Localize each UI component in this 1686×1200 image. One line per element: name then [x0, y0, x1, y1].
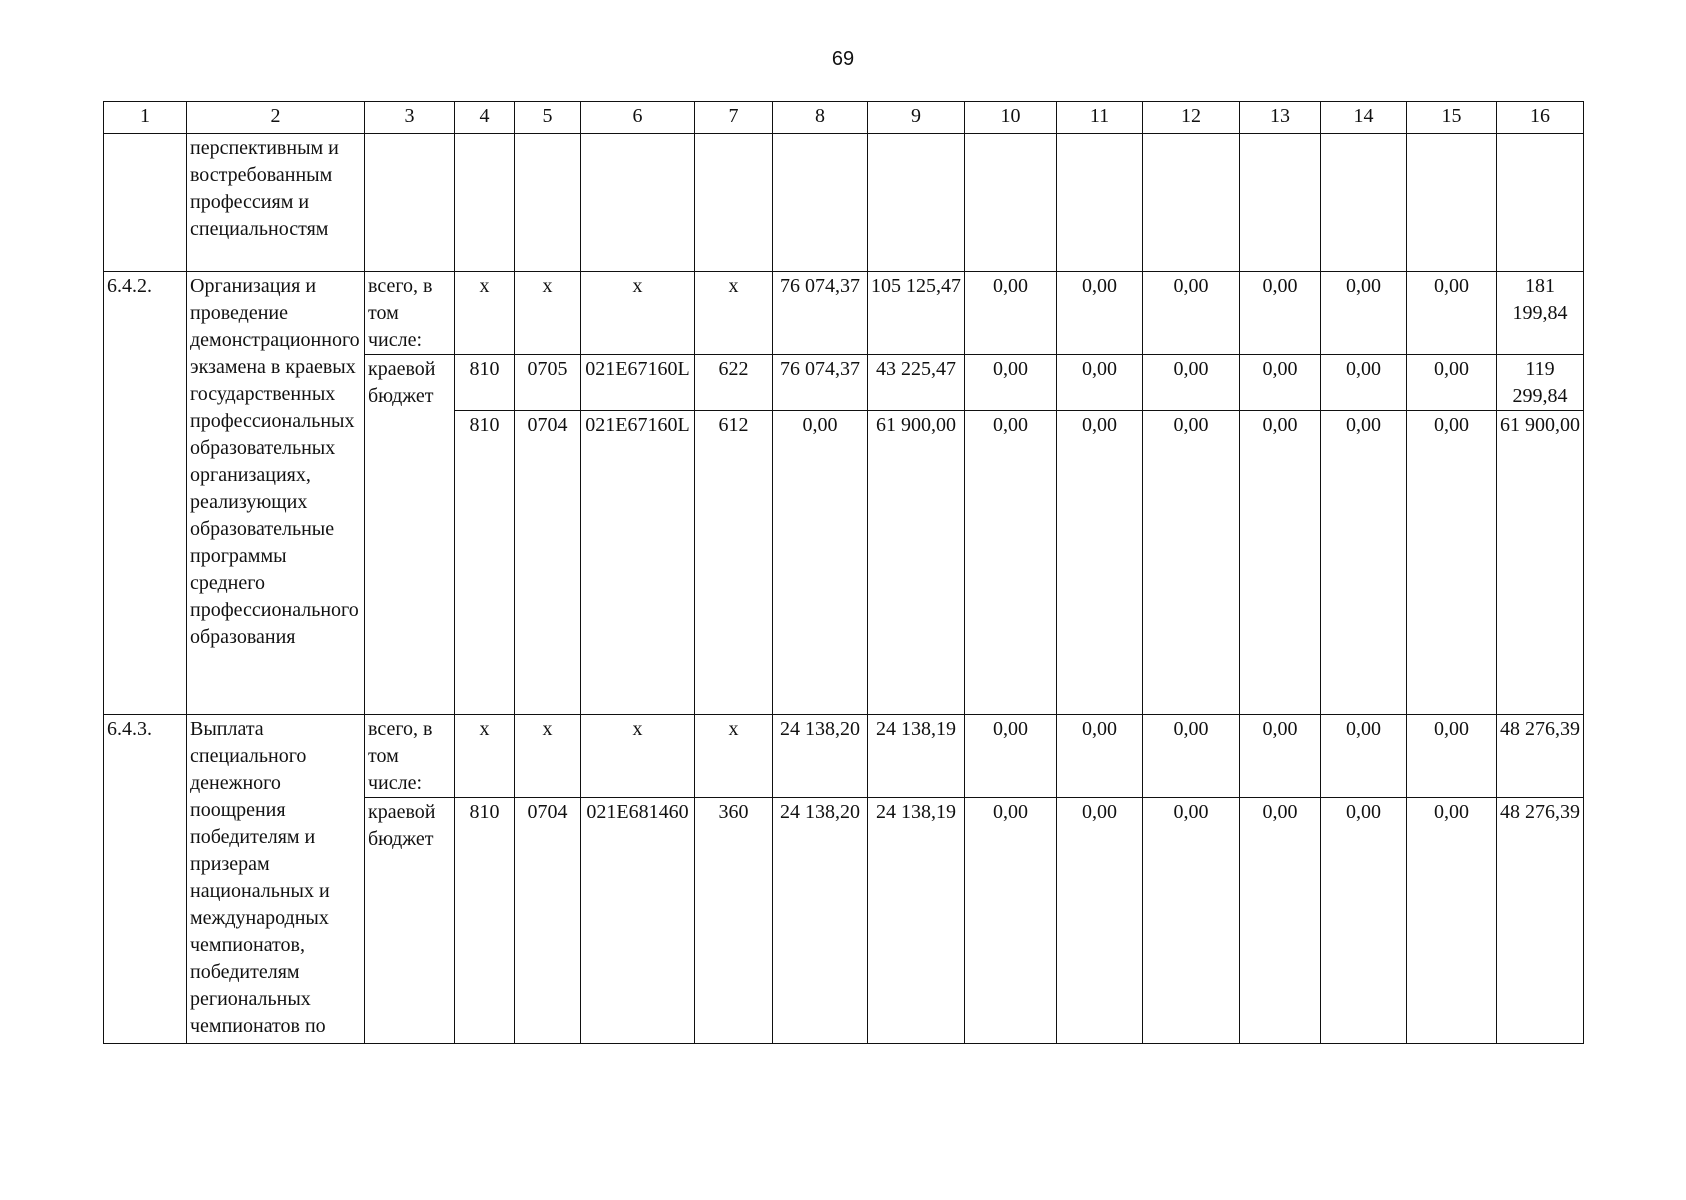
header-cell: 5: [515, 102, 581, 134]
cell-c14: 0,00: [1321, 272, 1407, 355]
cell-c14: 0,00: [1321, 355, 1407, 411]
funding-label: всего, в том числе:: [365, 715, 455, 798]
cell-c9: 24 138,19: [868, 798, 965, 1044]
cell-c4: 810: [455, 798, 515, 1044]
cell-c5: 0704: [515, 411, 581, 715]
cell-c12: 0,00: [1143, 798, 1240, 1044]
header-cell: 12: [1143, 102, 1240, 134]
continuation-row: [104, 134, 1584, 272]
cell-c8: 24 138,20: [773, 715, 868, 798]
budget-table: [103, 101, 1584, 1044]
cell-c10: 0,00: [965, 411, 1057, 715]
cell-c14: 0,00: [1321, 798, 1407, 1044]
cell-c9: 43 225,47: [868, 355, 965, 411]
cell-c7: 612: [695, 411, 773, 715]
cell-c9: 105 125,47: [868, 272, 965, 355]
cell-c7: x: [695, 272, 773, 355]
cell-c6: 021E67160L: [581, 411, 695, 715]
cell: [1497, 134, 1584, 272]
cell-c7: 360: [695, 798, 773, 1044]
code-cell: [104, 134, 187, 272]
cell-c4: 810: [455, 355, 515, 411]
cell-c4: x: [455, 272, 515, 355]
cell-c11: 0,00: [1057, 355, 1143, 411]
cell-c8: 76 074,37: [773, 355, 868, 411]
header-cell: 9: [868, 102, 965, 134]
cell-c5: x: [515, 272, 581, 355]
cell-c9: 24 138,19: [868, 715, 965, 798]
cell: [1321, 134, 1407, 272]
cell-c14: 0,00: [1321, 411, 1407, 715]
header-cell: 4: [455, 102, 515, 134]
cell-c11: 0,00: [1057, 272, 1143, 355]
cell-c10: 0,00: [965, 355, 1057, 411]
cell-c13: 0,00: [1240, 411, 1321, 715]
cell-c13: 0,00: [1240, 355, 1321, 411]
header-cell: 11: [1057, 102, 1143, 134]
header-cell: 1: [104, 102, 187, 134]
cell-c8: 24 138,20: [773, 798, 868, 1044]
cell-c7: 622: [695, 355, 773, 411]
cell-c12: 0,00: [1143, 715, 1240, 798]
cell-c10: 0,00: [965, 715, 1057, 798]
cell-c16: 48 276,39: [1497, 715, 1584, 798]
header-cell: 13: [1240, 102, 1321, 134]
item-name: перспективным и востребованным профессиям и специальностям: [187, 134, 365, 272]
cell: [868, 134, 965, 272]
item-code: 6.4.3.: [104, 715, 187, 1044]
cell-c12: 0,00: [1143, 355, 1240, 411]
funding-label: краевой бюджет: [365, 798, 455, 1044]
cell-c14: 0,00: [1321, 715, 1407, 798]
cell-c4: 810: [455, 411, 515, 715]
cell: [581, 134, 695, 272]
header-cell: 2: [187, 102, 365, 134]
cell: [965, 134, 1057, 272]
header-row: [104, 102, 1584, 134]
cell-c7: x: [695, 715, 773, 798]
item-name: Организация и проведение демонстрационного экзамена в краевых государственных профессиональных образовательных организациях, реализующих образовательные программы среднего профессионального образования: [187, 272, 365, 715]
cell-c5: x: [515, 715, 581, 798]
cell-c15: 0,00: [1407, 272, 1497, 355]
cell-c16: 61 900,00: [1497, 411, 1584, 715]
cell: [455, 134, 515, 272]
header-cell: 3: [365, 102, 455, 134]
cell-c11: 0,00: [1057, 798, 1143, 1044]
header-cell: 7: [695, 102, 773, 134]
cell-c16: 119 299,84: [1497, 355, 1584, 411]
cell-c6: 021E67160L: [581, 355, 695, 411]
cell: [1143, 134, 1240, 272]
page-number: 69: [831, 48, 855, 70]
cell-c10: 0,00: [965, 798, 1057, 1044]
cell-c4: x: [455, 715, 515, 798]
cell-c15: 0,00: [1407, 798, 1497, 1044]
cell-c11: 0,00: [1057, 411, 1143, 715]
cell-c13: 0,00: [1240, 272, 1321, 355]
header-cell: 16: [1497, 102, 1584, 134]
cell-c9: 61 900,00: [868, 411, 965, 715]
item-code: 6.4.2.: [104, 272, 187, 715]
cell-c8: 0,00: [773, 411, 868, 715]
cell: [695, 134, 773, 272]
cell-c15: 0,00: [1407, 411, 1497, 715]
cell-c8: 76 074,37: [773, 272, 868, 355]
cell: [1240, 134, 1321, 272]
header-cell: 6: [581, 102, 695, 134]
header-cell: 8: [773, 102, 868, 134]
cell-c12: 0,00: [1143, 272, 1240, 355]
cell-c16: 48 276,39: [1497, 798, 1584, 1044]
cell-c12: 0,00: [1143, 411, 1240, 715]
cell-c13: 0,00: [1240, 798, 1321, 1044]
item-name: Выплата специального денежного поощрения победителям и призерам национальных и международных чемпионатов, победителям региональных чемпионатов по: [187, 715, 365, 1044]
cell-c15: 0,00: [1407, 715, 1497, 798]
cell: [1407, 134, 1497, 272]
section-total-row: [104, 715, 1584, 798]
cell: [515, 134, 581, 272]
cell-c5: 0705: [515, 355, 581, 411]
cell-c13: 0,00: [1240, 715, 1321, 798]
cell-c16: 181 199,84: [1497, 272, 1584, 355]
cell-c15: 0,00: [1407, 355, 1497, 411]
cell-c5: 0704: [515, 798, 581, 1044]
cell-c6: x: [581, 272, 695, 355]
section-total-row: [104, 272, 1584, 355]
funding-label: краевой бюджет: [365, 355, 455, 715]
cell-c10: 0,00: [965, 272, 1057, 355]
cell: [773, 134, 868, 272]
header-cell: 10: [965, 102, 1057, 134]
cell-c11: 0,00: [1057, 715, 1143, 798]
cell: [365, 134, 455, 272]
cell: [1057, 134, 1143, 272]
funding-label: всего, в том числе:: [365, 272, 455, 355]
header-cell: 14: [1321, 102, 1407, 134]
header-cell: 15: [1407, 102, 1497, 134]
cell-c6: x: [581, 715, 695, 798]
cell-c6: 021E681460: [581, 798, 695, 1044]
